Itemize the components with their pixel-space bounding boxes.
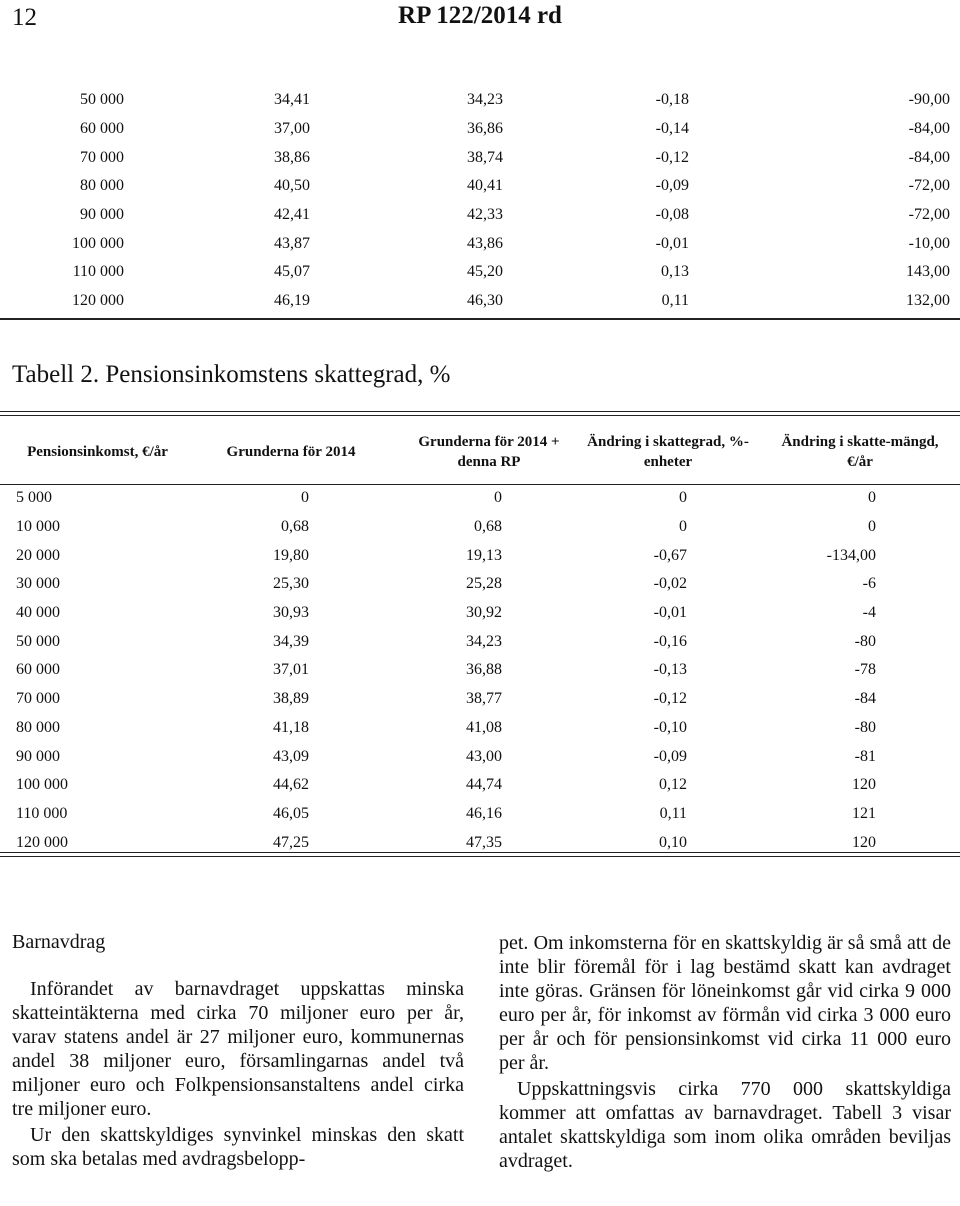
- pension-tax-table-body: [0, 484, 960, 857]
- table-cell: 34,41: [274, 91, 310, 109]
- table-cell: 38,86: [274, 148, 310, 166]
- table-cell: 47,35: [466, 833, 502, 851]
- table-cell: 46,19: [274, 292, 310, 310]
- table-cell: 132,00: [906, 292, 950, 310]
- table-cell: -90,00: [908, 91, 950, 109]
- table-cell: 38,89: [273, 690, 309, 708]
- table-cell: 0: [301, 489, 309, 507]
- table-cell: -0,10: [653, 718, 687, 736]
- table-cell: 70 000: [80, 148, 124, 166]
- table-cell: 0: [868, 518, 876, 536]
- column-header-basis-with-rp: Grunderna för 2014 + denna RP: [418, 434, 560, 470]
- table-cell: 0,10: [659, 833, 687, 851]
- body-column-right: [499, 931, 951, 1173]
- pension-tax-table: [0, 484, 960, 857]
- table-cell: 90 000: [16, 747, 60, 765]
- table-cell-spacer: [876, 800, 960, 829]
- table-row: [0, 143, 960, 172]
- table-rule: [0, 411, 960, 412]
- table-cell-spacer: [876, 771, 960, 800]
- table-cell-spacer: [876, 627, 960, 656]
- table-cell: -0,08: [655, 206, 689, 224]
- table-row: [0, 656, 960, 685]
- table-cell: 45,20: [467, 263, 503, 281]
- table-cell: 0,11: [661, 292, 689, 310]
- table-cell: -84: [854, 690, 876, 708]
- table-row: [0, 685, 960, 714]
- table-cell: -10,00: [908, 234, 950, 252]
- table-cell: -72,00: [908, 206, 950, 224]
- table-cell: 100 000: [16, 776, 68, 794]
- table-cell: 43,87: [274, 234, 310, 252]
- table-row: [0, 513, 960, 542]
- table-cell: 44,62: [273, 776, 309, 794]
- table-cell: -80: [854, 632, 876, 650]
- table-cell: 45,07: [274, 263, 310, 281]
- table-cell-spacer: [876, 513, 960, 542]
- table-cell: 38,74: [467, 148, 503, 166]
- table-cell: 30,92: [466, 604, 502, 622]
- table-row: [0, 258, 960, 287]
- table-cell: 0: [679, 518, 687, 536]
- table-cell: -0,12: [655, 148, 689, 166]
- table-cell: 80 000: [80, 177, 124, 195]
- table-cell: 42,33: [467, 206, 503, 224]
- table-cell-spacer: [876, 714, 960, 743]
- table-cell: 80 000: [16, 718, 60, 736]
- table-cell: 37,01: [273, 661, 309, 679]
- table-cell: 36,86: [467, 120, 503, 138]
- table-cell: 50 000: [80, 91, 124, 109]
- table-cell: 120 000: [16, 833, 68, 851]
- body-paragraph: Införandet av barnavdraget uppskattas minska skatteintäkterna med cirka 70 miljoner euro per år, varav statens andel är 27 miljoner euro, kommunernas andel 38 miljoner euro, församlingarnas andel två miljoner euro och Folkpensionsanstaltens andel cirka tre miljoner euro.: [12, 978, 464, 1120]
- table-cell: -0,09: [655, 177, 689, 195]
- table-cell: 43,86: [467, 234, 503, 252]
- section-heading: Barnavdrag: [12, 931, 106, 953]
- table-cell: 120: [852, 776, 876, 794]
- table-rule: [0, 415, 960, 416]
- table-cell: 37,00: [274, 120, 310, 138]
- table-cell: 0,12: [659, 776, 687, 794]
- table-cell: -84,00: [908, 148, 950, 166]
- table-cell: -0,16: [653, 632, 687, 650]
- table-cell: 25,30: [273, 575, 309, 593]
- continued-table: [0, 86, 960, 316]
- table-cell: -80: [854, 718, 876, 736]
- table-cell: 0: [868, 489, 876, 507]
- document-reference: RP 122/2014 rd: [398, 2, 562, 29]
- body-paragraph: pet. Om inkomsterna för en skattskyldig är så små att de inte blir föremål för i lag bestämd skatt kan avdraget inte göras. Gränsen för löneinkomst går vid cirka 9 000 euro per år, för inkomst av förmån vid cirka 3 000 euro per år och för pensionsinkomst vid cirka 11 000 euro per år.: [499, 932, 951, 1074]
- table-cell: 19,13: [466, 546, 502, 564]
- table-cell: 34,23: [466, 632, 502, 650]
- table-cell: 0,68: [474, 518, 502, 536]
- table-cell: 0,11: [659, 804, 687, 822]
- table-cell: 110 000: [72, 263, 124, 281]
- table-rule: [0, 852, 960, 853]
- table-cell: -0,02: [653, 575, 687, 593]
- table-cell-spacer: [876, 599, 960, 628]
- table-cell: 41,18: [273, 718, 309, 736]
- table-cell: -0,13: [653, 661, 687, 679]
- table-cell: -6: [862, 575, 876, 593]
- table-cell: 40,41: [467, 177, 503, 195]
- table-cell: 46,16: [466, 804, 502, 822]
- table-cell: -72,00: [908, 177, 950, 195]
- table-cell: 0: [494, 489, 502, 507]
- table-cell: -81: [854, 747, 876, 765]
- table-cell: 70 000: [16, 690, 60, 708]
- table-cell: -134,00: [826, 546, 876, 564]
- table-row: [0, 86, 960, 115]
- table-cell: 46,05: [273, 804, 309, 822]
- table-cell-spacer: [876, 742, 960, 771]
- table-cell: 30,93: [273, 604, 309, 622]
- table-row: [0, 541, 960, 570]
- table-cell: 34,23: [467, 91, 503, 109]
- table-cell: 19,80: [273, 546, 309, 564]
- table-row: [0, 201, 960, 230]
- table-row: [0, 484, 960, 513]
- table-rule: [0, 318, 960, 320]
- table-cell: -0,01: [653, 604, 687, 622]
- table-cell: 120 000: [72, 292, 124, 310]
- table-row: [0, 599, 960, 628]
- table-cell: -0,18: [655, 91, 689, 109]
- column-header-tax-rate-change: Ändring i skattegrad, %-enheter: [587, 434, 749, 470]
- table-cell: 0: [679, 489, 687, 507]
- page-header: [0, 0, 960, 36]
- table-row: [0, 714, 960, 743]
- table-cell: 34,39: [273, 632, 309, 650]
- table-cell: 121: [852, 804, 876, 822]
- table-title: Tabell 2. Pensionsinkomstens skattegrad, %: [12, 361, 451, 388]
- table-row: [0, 627, 960, 656]
- table-cell-spacer: [876, 570, 960, 599]
- table-cell: 120: [852, 833, 876, 851]
- table-rule: [0, 856, 960, 857]
- table-cell: 25,28: [466, 575, 502, 593]
- continued-table-body: [0, 86, 960, 316]
- table-row: [0, 771, 960, 800]
- table-cell: 10 000: [16, 518, 60, 536]
- table-cell: -0,01: [655, 234, 689, 252]
- column-header-basis-2014: Grunderna för 2014: [226, 444, 356, 460]
- body-column-left: [12, 977, 464, 1171]
- table-cell: 38,77: [466, 690, 502, 708]
- table-cell: 36,88: [466, 661, 502, 679]
- table-cell: 0,68: [281, 518, 309, 536]
- table-cell: 20 000: [16, 546, 60, 564]
- table-cell: 46,30: [467, 292, 503, 310]
- table-cell: -4: [862, 604, 876, 622]
- table-cell: 43,09: [273, 747, 309, 765]
- table-cell: 90 000: [80, 206, 124, 224]
- table-cell-spacer: [876, 484, 960, 513]
- table-row: [0, 172, 960, 201]
- table-cell: 100 000: [72, 234, 124, 252]
- table-cell-spacer: [876, 541, 960, 570]
- table-cell: 30 000: [16, 575, 60, 593]
- column-header-tax-amount-change: Ändring i skatte-mängd, €/år: [781, 434, 939, 470]
- table-row: [0, 800, 960, 829]
- table-cell: 43,00: [466, 747, 502, 765]
- table-cell: 60 000: [16, 661, 60, 679]
- table-cell: 42,41: [274, 206, 310, 224]
- table-cell: 5 000: [16, 489, 52, 507]
- table-cell: 0,13: [661, 263, 689, 281]
- column-header-income: Pensionsinkomst, €/år: [27, 444, 168, 460]
- table-row: [0, 115, 960, 144]
- table-cell: -78: [854, 661, 876, 679]
- table-row: [0, 287, 960, 316]
- table-row: [0, 570, 960, 599]
- table-cell-spacer: [876, 656, 960, 685]
- body-paragraph: Uppskattningsvis cirka 770 000 skattskyldiga kommer att omfattas av barnavdraget. Tabell 3 visar antalet skattskyldiga som inom olika områden beviljas avdraget.: [499, 1078, 951, 1172]
- table-cell: 40 000: [16, 604, 60, 622]
- table-cell: -0,09: [653, 747, 687, 765]
- table-cell: 110 000: [16, 804, 68, 822]
- body-paragraph: Ur den skattskyldiges synvinkel minskas den skatt som ska betalas med avdragsbelopp-: [12, 1124, 464, 1170]
- table-cell: 41,08: [466, 718, 502, 736]
- table-cell: 60 000: [80, 120, 124, 138]
- table-cell: -0,67: [653, 546, 687, 564]
- table-cell: 40,50: [274, 177, 310, 195]
- table-cell: -84,00: [908, 120, 950, 138]
- table-cell: 50 000: [16, 632, 60, 650]
- table-cell: 44,74: [466, 776, 502, 794]
- page-number: 12: [12, 4, 37, 31]
- table-row: [0, 742, 960, 771]
- table-cell-spacer: [876, 685, 960, 714]
- table-cell: -0,14: [655, 120, 689, 138]
- table-cell: -0,12: [653, 690, 687, 708]
- table-cell: 47,25: [273, 833, 309, 851]
- table-row: [0, 229, 960, 258]
- table-cell: 143,00: [906, 263, 950, 281]
